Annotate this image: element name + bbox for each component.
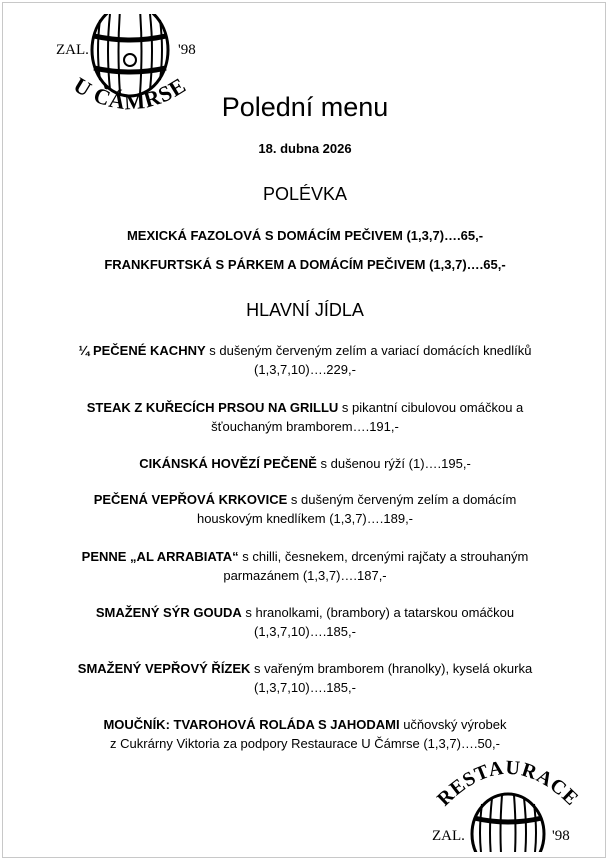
menu-date: 18. dubna 2026 <box>258 141 352 156</box>
mains-heading: HLAVNÍ JÍDLA <box>246 300 364 320</box>
soup-heading: POLÉVKA <box>262 184 348 204</box>
svg-text:'98: '98 <box>552 828 570 844</box>
page-title: Polední menu <box>221 92 389 122</box>
dish-item: SMAŽENÝ SÝR GOUDA s hranolkami, (brambory) a tatarskou omáčkou (1,3,7,10)….185,- <box>95 605 515 639</box>
dish-item: STEAK Z KUŘECÍCH PRSOU NA GRILLU s pikantní cibulovou omáčkou a šťouchaným bramborem….191,- <box>86 400 524 434</box>
dish-item: PEČENÁ VEPŘOVÁ KRKOVICE s dušeným červeným zelím a domácím houskovým knedlíkem (1,3,7)….189,- <box>93 492 517 526</box>
soup-item: FRANKFURTSKÁ S PÁRKEM A DOMÁCÍM PEČIVEM (1,3,7)….65,- <box>104 257 506 272</box>
restaurant-logo-bottom <box>428 748 588 852</box>
svg-text:ZAL.: ZAL. <box>56 42 89 58</box>
soup-item: MEXICKÁ FAZOLOVÁ S DOMÁCÍM PEČIVEM (1,3,7)….65,- <box>126 228 484 243</box>
dish-item: SMAŽENÝ VEPŘOVÝ ŘÍZEK s vařeným bramborem (hranolky), kyselá okurka (1,3,7,10)….185,- <box>77 661 533 695</box>
svg-text:'98: '98 <box>178 42 196 58</box>
dish-item: ¼ PEČENÉ KACHNY s dušeným červeným zelím a variací domácích knedlíků (1,3,7,10)….229,- <box>78 343 532 377</box>
barrel-icon <box>472 794 544 852</box>
svg-text:RESTAURACE: RESTAURACE <box>432 756 584 811</box>
dish-item: CIKÁNSKÁ HOVĚZÍ PEČENĚ s dušenou rýží (1)….195,- <box>139 456 471 471</box>
svg-text:ZAL.: ZAL. <box>432 828 465 844</box>
dish-item: MOUČNÍK: TVAROHOVÁ ROLÁDA S JAHODAMI učňovský výrobek z Cukrárny Viktoria za podpory Restaurace U Čámrse (1,3,7)….50,- <box>103 717 507 751</box>
svg-text:U ČÁMRSE: U ČÁMRSE <box>69 72 191 115</box>
dish-item: PENNE „AL ARRABIATA“ s chilli, česnekem, drcenými rajčaty a strouhaným parmazánem (1,3,7)….187,- <box>81 549 529 583</box>
